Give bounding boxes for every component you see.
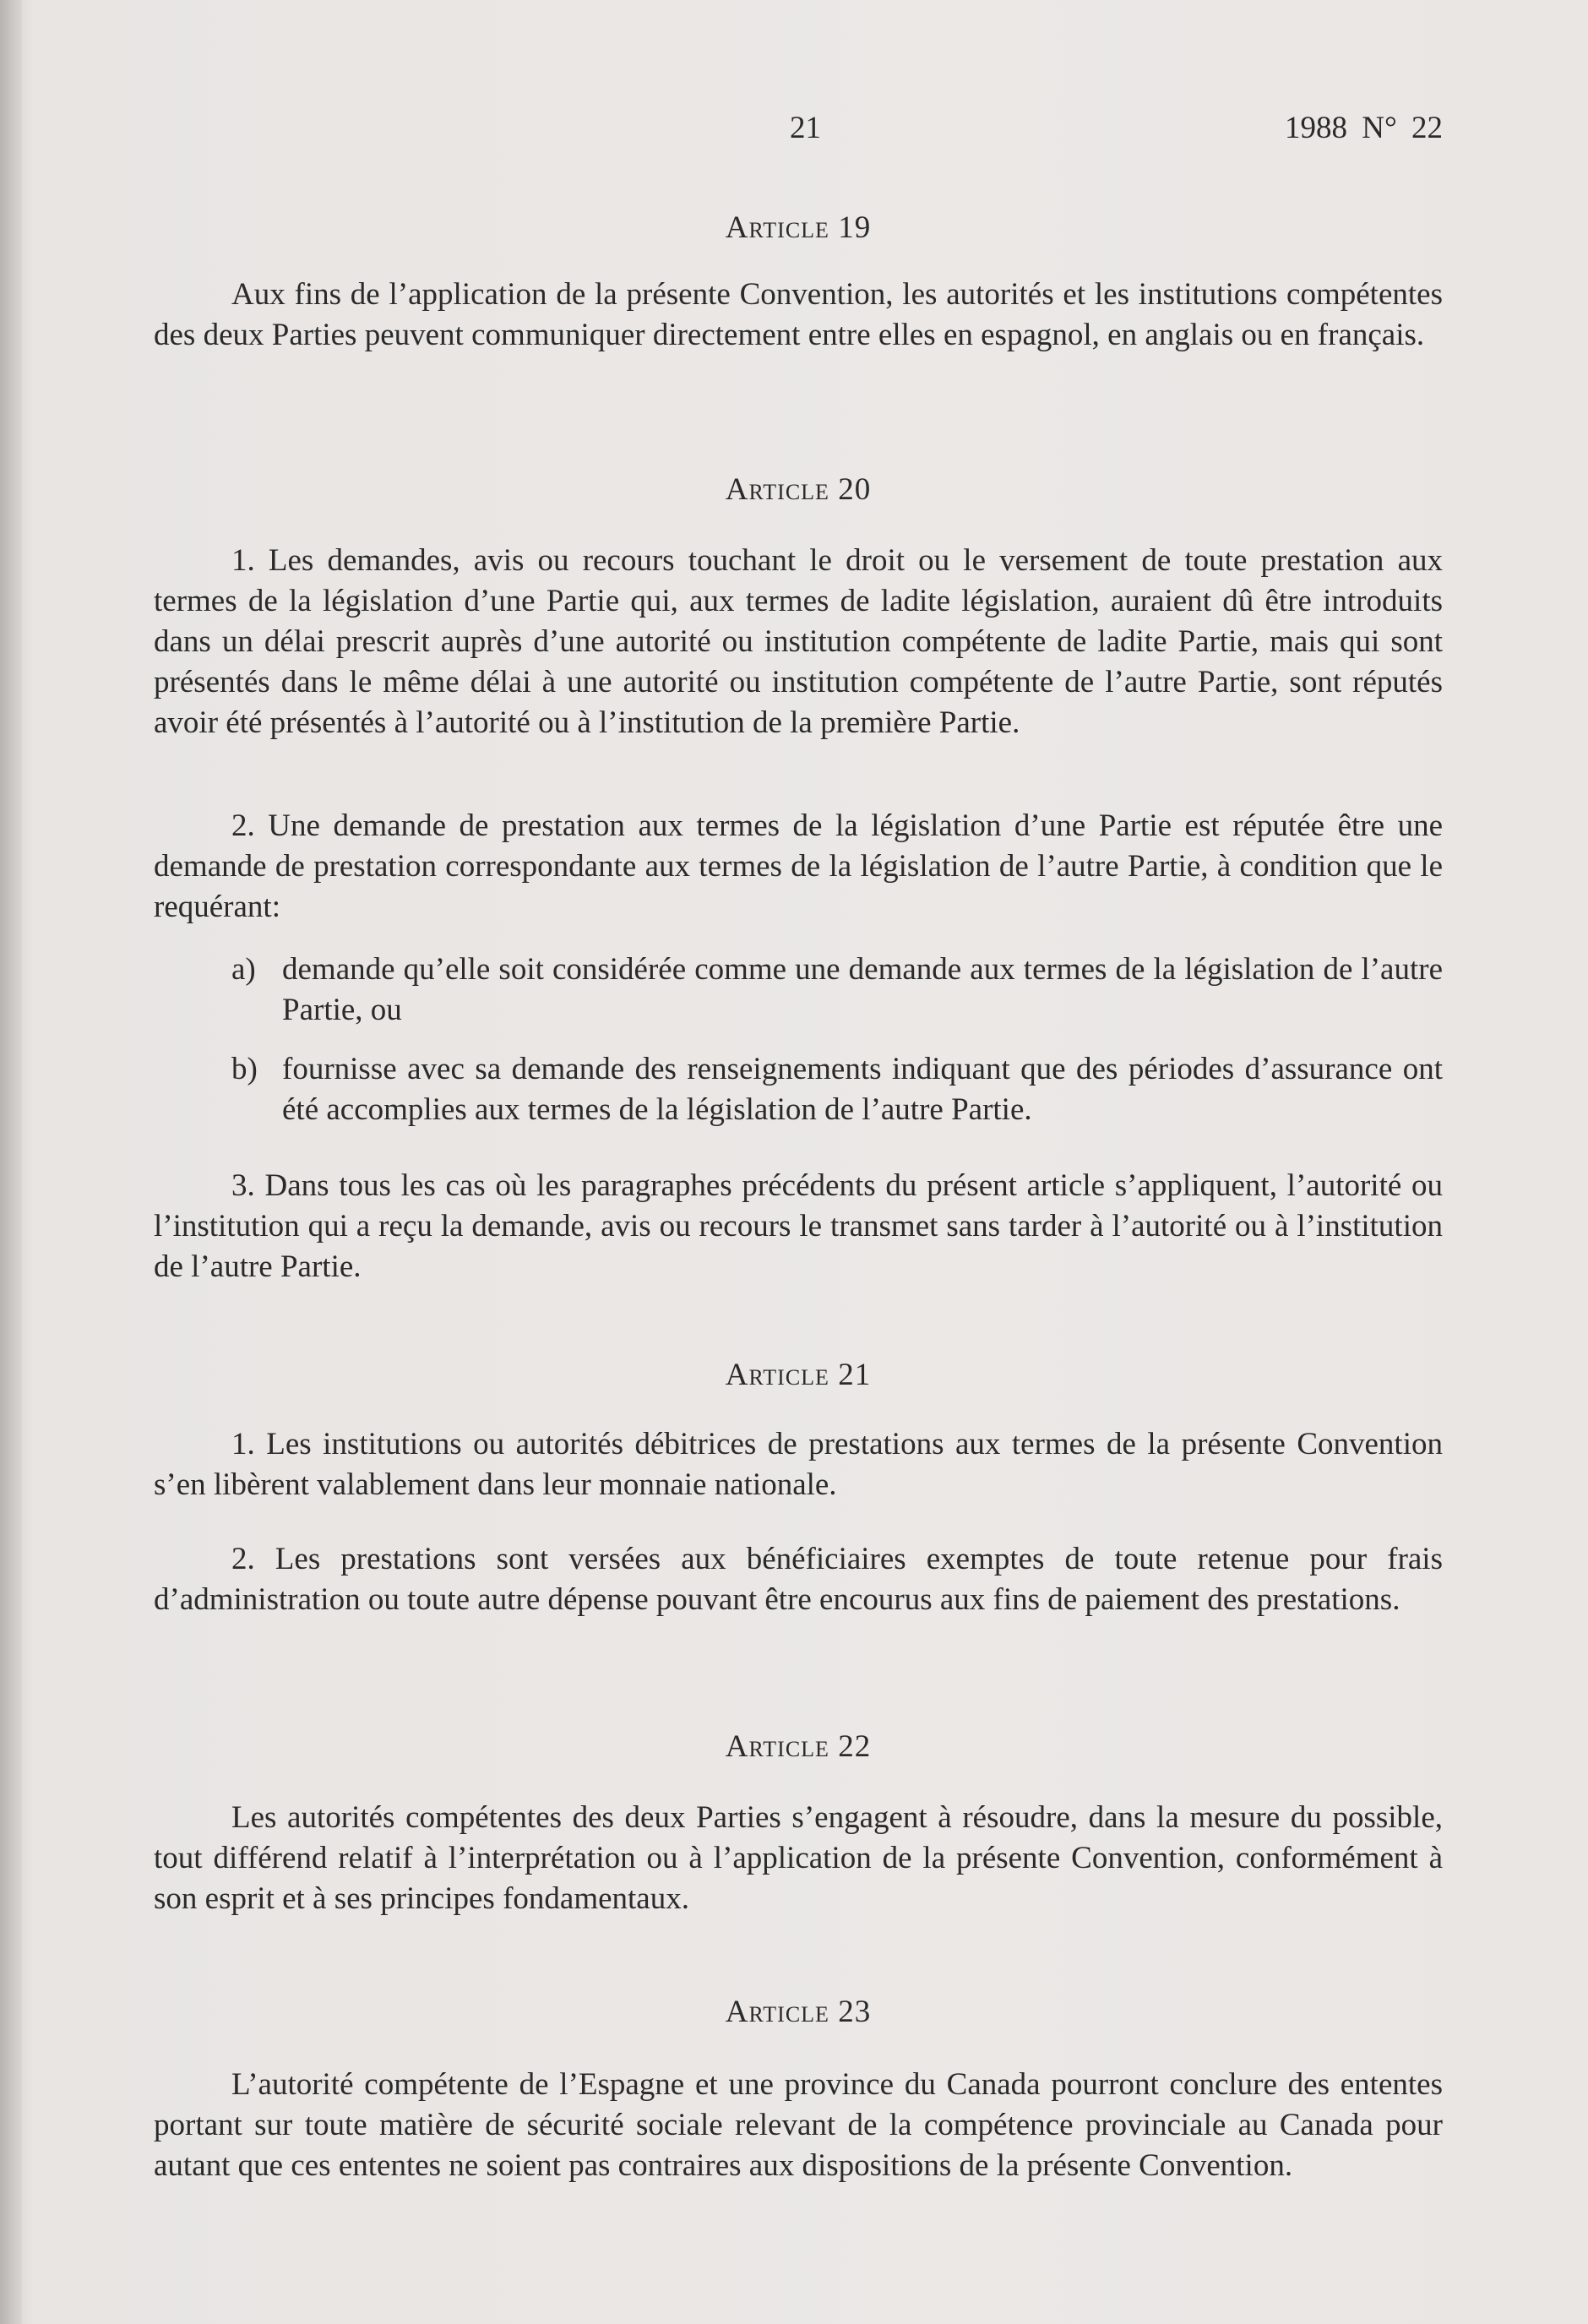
page-spine-shadow (0, 0, 22, 2324)
item-b-marker: b) (231, 1052, 258, 1086)
page-header (154, 108, 1443, 149)
article-20-paragraph-3: 3. Dans tous les cas où les paragraphes précédents du présent article s’appliquent, l’autorité ou l’institution qui a reçu la demande, avis ou recours le transmet sans tarder à l’autorité ou à l’institution de l’autre Partie. (154, 1168, 1443, 1284)
item-a-text: demande qu’elle soit considérée comme une demande aux termes de la législation de l’autre Partie, ou (282, 952, 1443, 1027)
item-a-marker: a) (231, 952, 256, 987)
article-21-heading: Article 21 (725, 1358, 872, 1392)
article-19-paragraph: Aux fins de l’application de la présente Convention, les autorités et les institutions compétentes des deux Parties peuvent communiquer directement entre elles en espagnol, en anglais ou en français. (154, 277, 1443, 352)
article-20-paragraph-1: 1. Les demandes, avis ou recours touchant le droit ou le versement de toute prestation aux termes de la législation d’une Partie qui, aux termes de ladite législation, auraient dû être introduits dans un délai prescrit auprès d’une autorité ou institution compétente de ladite Partie, mais qui sont présentés dans le même délai à une autorité ou institution compétente de l’autre Partie, sont réputés avoir été présentés à l’autorité ou à l’institution de la première Partie. (154, 543, 1443, 740)
article-22-heading: Article 22 (725, 1729, 872, 1764)
article-20-paragraph-2: 2. Une demande de prestation aux termes de la législation d’une Partie est réputée être une demande de prestation correspondante aux termes de la législation de l’autre Partie, à condition que le requérant: (154, 808, 1443, 924)
document-reference: 1988 N° 22 (1284, 111, 1443, 145)
article-20-heading: Article 20 (725, 472, 872, 507)
article-21-paragraph-1: 1. Les institutions ou autorités débitrices de prestations aux termes de la présente Convention s’en libèrent valablement dans leur monnaie nationale. (154, 1427, 1443, 1502)
item-b-text: fournisse avec sa demande des renseignements indiquant que des périodes d’assurance ont été accomplies aux termes de la législation de l’autre Partie. (282, 1052, 1443, 1127)
article-20-item-b (231, 1049, 1443, 1130)
article-23-heading: Article 23 (725, 1995, 872, 2029)
article-23-paragraph: L’autorité compétente de l’Espagne et une province du Canada pourront conclure des ententes portant sur toute matière de sécurité sociale relevant de la compétence provinciale au Canada pour autant que ces ententes ne soient pas contraires aux dispositions de la présente Convention. (154, 2067, 1443, 2183)
article-21-paragraph-2: 2. Les prestations sont versées aux bénéficiaires exemptes de toute retenue pour frais d’administration ou toute autre dépense pouvant être encourus aux fins de paiement des prestations. (154, 1542, 1443, 1617)
article-20-item-a (231, 950, 1443, 1031)
article-22-paragraph: Les autorités compétentes des deux Parties s’engagent à résoudre, dans la mesure du possible, tout différend relatif à l’interprétation ou à l’application de la présente Convention, conformément à son esprit et à ses principes fondamentaux. (154, 1800, 1443, 1916)
article-19-heading: Article 19 (725, 210, 872, 245)
page-number: 21 (790, 111, 821, 145)
